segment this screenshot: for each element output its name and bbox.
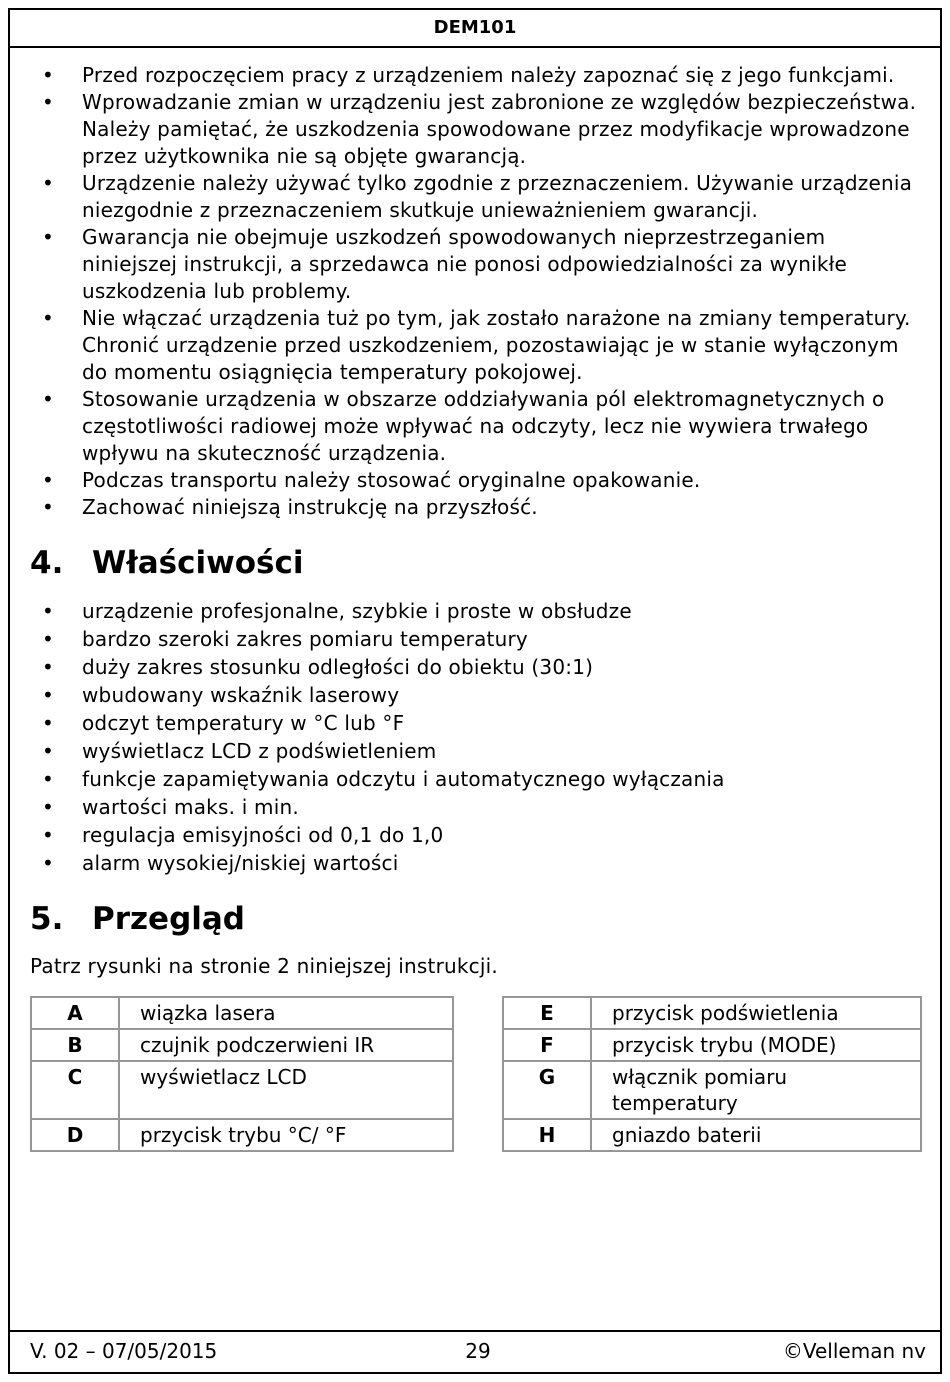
section-number: 4.: [30, 545, 64, 581]
table-desc-cell: włącznik pomiaru temperatury: [591, 1061, 921, 1119]
overview-table-right: [502, 996, 922, 1152]
table-key-cell: H: [503, 1119, 591, 1151]
section-title: Przegląd: [92, 901, 246, 937]
page-footer: [10, 1330, 940, 1372]
table-key-cell: E: [503, 997, 591, 1029]
list-item: • Podczas transportu należy stosować oryginalne opakowanie.: [30, 467, 926, 494]
overview-intro-text: Patrz rysunki na stronie 2 niniejszej instrukcji.: [30, 954, 498, 978]
copyright-text: ©Velleman nv: [782, 1339, 927, 1363]
page-content: [10, 48, 940, 1330]
table-row: [503, 1029, 921, 1061]
list-item: • Zachować niniejszą instrukcję na przyszłość.: [30, 494, 926, 521]
list-item: • bardzo szeroki zakres pomiaru temperatury: [30, 625, 926, 653]
table-key-cell: A: [31, 997, 119, 1029]
section-number: 5.: [30, 901, 64, 937]
overview-tables: [30, 996, 926, 1152]
table-desc-cell: przycisk podświetlenia: [591, 997, 921, 1029]
list-item: • Stosowanie urządzenia w obszarze oddziaływania pól elektromagnetycznych o częstotliwości radiowej może wpływać na odczyty, lecz nie wywiera trwałego wpływu na skuteczność urządzenia.: [30, 386, 926, 467]
table-row: [31, 1119, 453, 1151]
table-desc-cell: gniazdo baterii: [591, 1119, 921, 1151]
overview-table-left: [30, 996, 454, 1152]
table-desc-cell: wiązka lasera: [119, 997, 453, 1029]
list-item: • Wprowadzanie zmian w urządzeniu jest zabronione ze względów bezpieczeństwa. Należy pamiętać, że uszkodzenia spowodowane przez modyfikacje wprowadzone przez użytkownika nie są objęte gwarancją.: [30, 89, 926, 170]
table-desc-cell: przycisk trybu (MODE): [591, 1029, 921, 1061]
table-key-cell: B: [31, 1029, 119, 1061]
table-key-cell: G: [503, 1061, 591, 1119]
table-row: [31, 1061, 453, 1119]
list-item: • Nie włączać urządzenia tuż po tym, jak zostało narażone na zmiany temperatury. Chronić urządzenie przed uszkodzeniem, pozostawiając je w stanie wyłączonym do momentu osiągnięcia temperatury pokojowej.: [30, 305, 926, 386]
table-key-cell: C: [31, 1061, 119, 1119]
list-item: • Urządzenie należy używać tylko zgodnie z przeznaczeniem. Używanie urządzenia niezgodnie z przeznaczeniem skutkuje unieważnieniem gwarancji.: [30, 170, 926, 224]
list-item: • Przed rozpoczęciem pracy z urządzeniem należy zapoznać się z jego funkcjami.: [30, 62, 926, 89]
table-desc-cell: przycisk trybu °C/ °F: [119, 1119, 453, 1151]
list-item: • wbudowany wskaźnik laserowy: [30, 681, 926, 709]
page-frame: [8, 8, 942, 1374]
features-list: [30, 597, 926, 877]
page-number: 29: [465, 1339, 491, 1363]
list-item: • duży zakres stosunku odległości do obiektu (30:1): [30, 653, 926, 681]
table-row: [503, 1119, 921, 1151]
table-row: [503, 1061, 921, 1119]
list-item: • regulacja emisyjności od 0,1 do 1,0: [30, 821, 926, 849]
list-item: • wartości maks. i min.: [30, 793, 926, 821]
list-item: • alarm wysokiej/niskiej wartości: [30, 849, 926, 877]
list-item: • odczyt temperatury w °C lub °F: [30, 709, 926, 737]
table-row: [31, 1029, 453, 1061]
version-date-text: V. 02 – 07/05/2015: [30, 1339, 218, 1363]
list-item: • wyświetlacz LCD z podświetleniem: [30, 737, 926, 765]
page-header: [10, 10, 940, 48]
section-heading-features: [30, 545, 926, 581]
table-desc-cell: wyświetlacz LCD: [119, 1061, 453, 1119]
safety-list: [30, 62, 926, 521]
table-desc-cell: czujnik podczerwieni IR: [119, 1029, 453, 1061]
table-row: [31, 997, 453, 1029]
device-model-title: DEM101: [433, 17, 517, 38]
table-row: [503, 997, 921, 1029]
table-key-cell: D: [31, 1119, 119, 1151]
list-item: • funkcje zapamiętywania odczytu i automatycznego wyłączania: [30, 765, 926, 793]
table-key-cell: F: [503, 1029, 591, 1061]
section-heading-overview: [30, 901, 926, 937]
list-item: • Gwarancja nie obejmuje uszkodzeń spowodowanych nieprzestrzeganiem niniejszej instrukcji, a sprzedawca nie ponosi odpowiedzialności za wynikłe uszkodzenia lub problemy.: [30, 224, 926, 305]
section-title: Właściwości: [92, 545, 304, 581]
list-item: • urządzenie profesjonalne, szybkie i proste w obsłudze: [30, 597, 926, 625]
